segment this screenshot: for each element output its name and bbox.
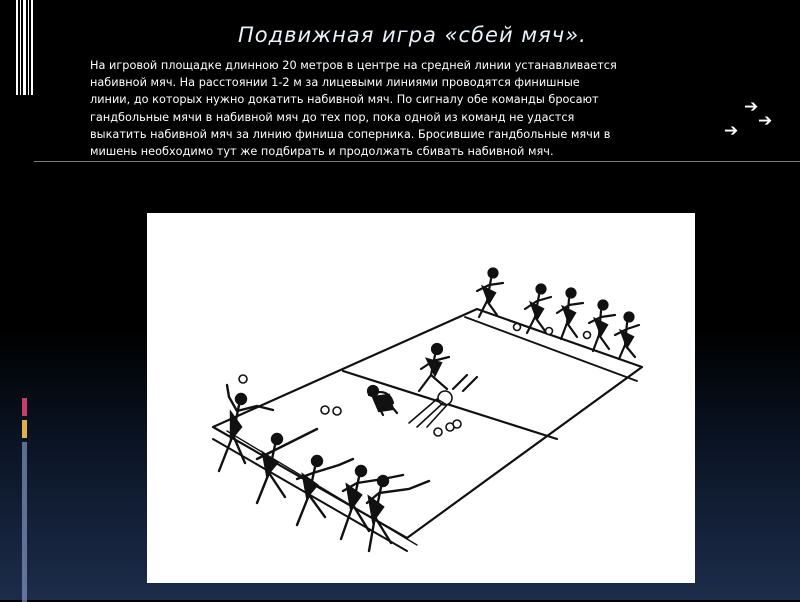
divider-line [34,161,800,162]
arrow-right-icon: ➔ [724,121,739,141]
game-illustration [147,213,695,583]
court-drawing [147,213,695,583]
accent-bar-pink [22,398,27,416]
slide-title: Подвижная игра «сбей мяч». [238,23,587,47]
accent-bar-blue [22,442,27,602]
arrows-decoration [724,99,780,143]
arrow-right-icon: ➔ [744,97,759,117]
vertical-bars-top [0,0,34,95]
left-decor-strip [0,0,34,600]
accent-bar-gold [22,420,27,438]
arrow-right-icon: ➔ [758,111,773,131]
game-description: На игровой площадке длинною 20 метров в центре на средней линии устанавливается набивной мяч. На расстоянии 1-2 м за лицевыми линиями проводятся финишные линии, до которых нужно докатить набивной мяч. По сигналу обе команды бросают гандбольные мячи в набивной мяч до тех пор, пока одной из команд не удастся выкатить набивной мяч за линию финиша соперника. Бросившие гандбольные мячи в мишень необходимо тут же подбирать и продолжать сбивать набивной мяч. [90,59,617,159]
